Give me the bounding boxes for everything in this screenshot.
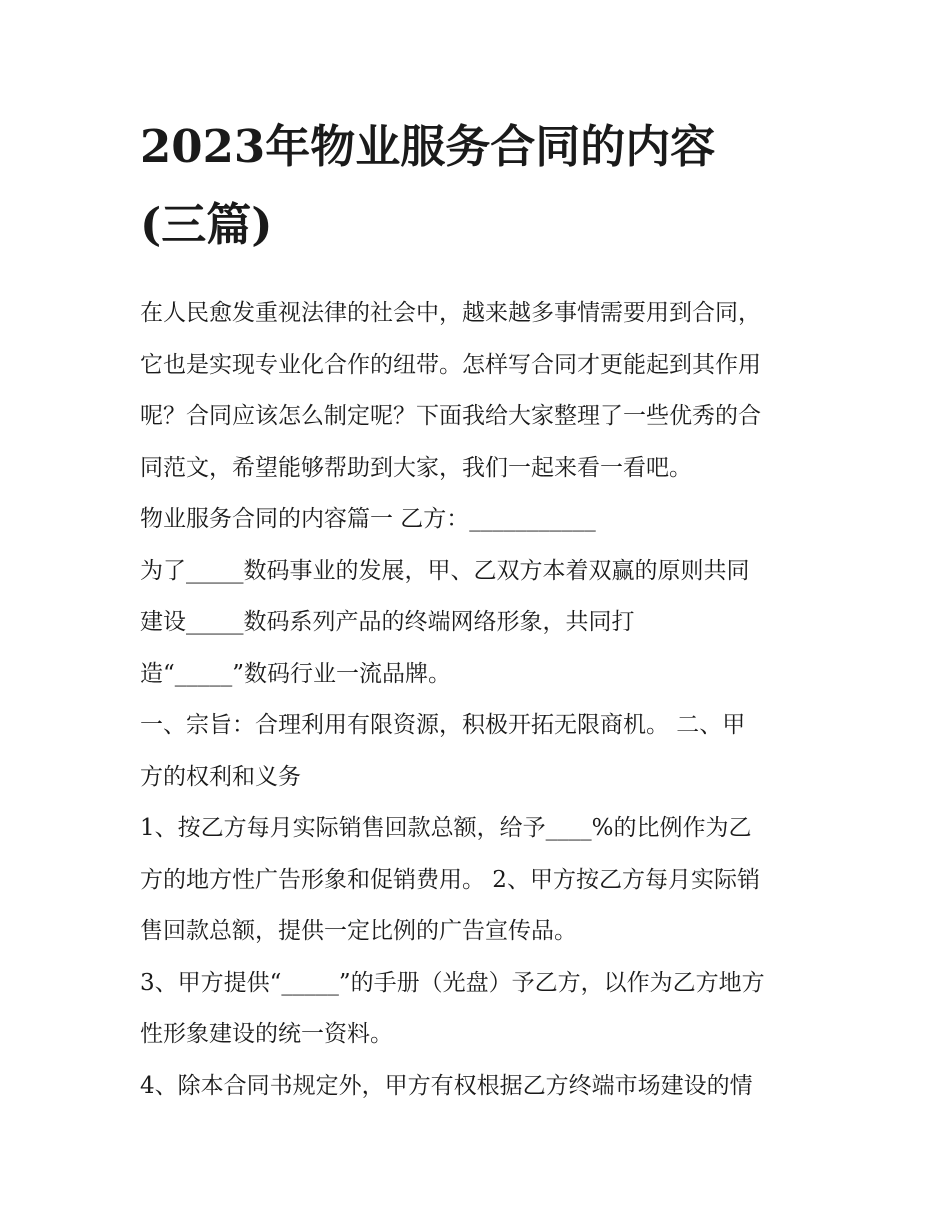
body-line: 建设_____数码系列产品的终端网络形象，共同打	[140, 609, 635, 635]
body-line: 在人民愈发重视法律的社会中，越来越多事情需要用到合同，	[140, 300, 761, 326]
body-line: 造“_____”数码行业一流品牌。	[140, 660, 452, 687]
body-line: 呢？合同应该怎么制定呢？下面我给大家整理了一些优秀的合	[140, 403, 761, 429]
body-line: 一、宗旨：合理利用有限资源，积极开拓无限商机。 二、甲	[140, 712, 746, 738]
body-line: 性形象建设的统一资料。	[140, 1021, 393, 1047]
title-line-2: (三篇)	[140, 198, 273, 251]
body-line: 为了_____数码事业的发展，甲、乙双方本着双赢的原则共同	[140, 557, 750, 584]
body-line: 它也是实现专业化合作的纽带。怎样写合同才更能起到其作用	[140, 351, 761, 378]
document-body	[140, 288, 830, 1112]
body-line: 售回款总额，提供一定比例的广告宣传品。	[140, 918, 577, 944]
document-content	[140, 108, 830, 1112]
body-line: 方的地方性广告形象和促销费用。 2、甲方按乙方每月实际销	[140, 866, 760, 893]
body-line: 1、按乙方每月实际销售回款总额，给予____%的比例作为乙	[140, 815, 752, 841]
document-title	[140, 108, 830, 264]
body-line: 3、甲方提供“_____”的手册（光盘）予乙方，以作为乙方地方	[140, 969, 765, 996]
body-line: 同范文，希望能够帮助到大家，我们一起来看一看吧。	[140, 454, 692, 481]
title-line-1: 2023年物业服务合同的内容	[140, 120, 716, 173]
body-line: 4、除本合同书规定外，甲方有权根据乙方终端市场建设的情	[140, 1072, 753, 1099]
body-line: 方的权利和义务	[140, 763, 301, 790]
body-line: 物业服务合同的内容篇一 乙方：___________	[140, 506, 596, 532]
